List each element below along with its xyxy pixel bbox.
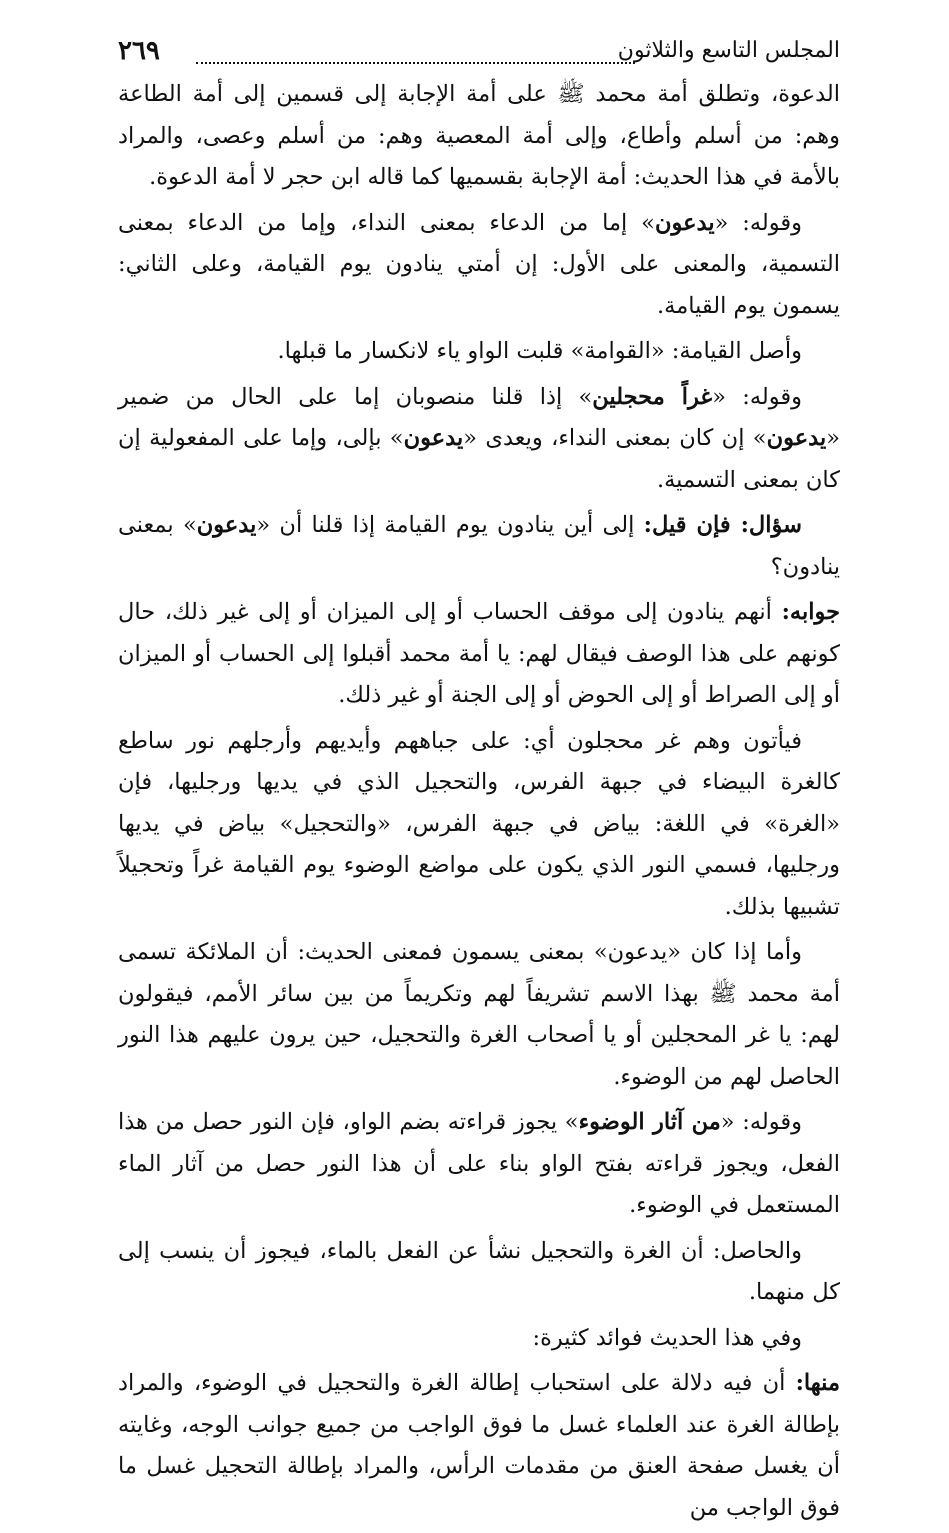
page-header — [118, 32, 840, 74]
paragraph: وفي هذا الحديث فوائد كثيرة: — [532, 1324, 802, 1351]
book-page — [118, 32, 840, 1533]
emphasis-text: من آثار الوضوء — [578, 1109, 721, 1135]
emphasis-text: يدعون — [196, 512, 257, 538]
paragraph: منها: أن فيه دلالة على استحباب إطالة الغرة والتحجيل في الوضوء، والمراد بإطالة الغرة عند العلماء غسل ما فوق الواجب من جميع جوانب الوجه، وغايته أن يغسل صفحة العنق من مقدمات الرأس، والمراد بإطالة التحجيل غسل ما فوق الواجب من — [118, 1370, 840, 1521]
paragraph: وقوله: «غراً محجلين» إذا قلنا منصوبان إما على الحال من ضمير «يدعون» إن كان بمعنى النداء، ويعدى «يدعون» بإلى، وإما على المفعولية إن كان بمعنى التسمية. — [118, 383, 840, 493]
paragraph: وقوله: «يدعون» إما من الدعاء بمعنى النداء، وإما من الدعاء بمعنى التسمية، والمعنى على الأول: إن أمتي ينادون يوم القيامة، وعلى الثاني: يسمون يوم القيامة. — [118, 209, 840, 319]
chapter-title: المجلس التاسع والثلاثون — [617, 38, 840, 63]
answer-label: جوابه: — [781, 599, 840, 625]
emphasis-text: يدعون — [766, 425, 827, 451]
question-label: سؤال: فإن قيل: — [643, 512, 802, 538]
page-number: ٢٦٩ — [118, 36, 160, 66]
point-label: منها: — [795, 1370, 840, 1396]
header-dotted-leader — [196, 62, 635, 64]
emphasis-text: يدعون — [403, 425, 464, 451]
emphasis-text: غراً محجلين — [592, 383, 713, 410]
paragraph: وأما إذا كان «يدعون» بمعنى يسمون فمعنى الحديث: أن الملائكة تسمى أمة محمد ﷺ بهذا الاسم تشريفاً لهم وتكريماً من بين سائر الأمم، فيقولون لهم: يا غر المحجلين أو يا أصحاب الغرة والتحجيل، حين يرون عليهم هذا النور الحاصل لهم من الوضوء. — [118, 939, 840, 1090]
paragraph: وقوله: «من آثار الوضوء» يجوز قراءته بضم الواو، فإن النور حصل من هذا الفعل، ويجوز قراءته بفتح الواو بناء على أن هذا النور حصل من آثار الماء المستعمل في الوضوء. — [118, 1109, 840, 1218]
paragraph: جوابه: أنهم ينادون إلى موقف الحساب أو إلى الميزان أو إلى غير ذلك، حال كونهم على هذا الوصف فيقال لهم: يا أمة محمد أقبلوا إلى الحساب أو الميزان أو إلى الصراط أو إلى الحوض أو إلى الجنة أو غير ذلك. — [118, 599, 840, 708]
paragraph: سؤال: فإن قيل: إلى أين ينادون يوم القيامة إذا قلنا أن «يدعون» بمعنى ينادون؟ — [118, 512, 840, 580]
emphasis-text: يدعون — [654, 209, 715, 236]
paragraph: الدعوة، وتطلق أمة محمد ﷺ على أمة الإجابة إلى قسمين إلى أمة الطاعة وهم: من أسلم وأطاع، وإلى أمة المعصية وهم: من أسلم وعصى، والمراد بالأمة في هذا الحديث: أمة الإجابة بقسميها كما قاله ابن حجر لا أمة الدعوة. — [118, 81, 840, 190]
paragraph: وأصل القيامة: «القوامة» قلبت الواو ياء لانكسار ما قبلها. — [277, 338, 802, 364]
paragraph: فيأتون وهم غر محجلون أي: على جباههم وأيديهم وأرجلهم نور ساطع كالغرة البيضاء في جبهة الفرس، والتحجيل الذي في يديها ورجليها، فإن «الغرة» في اللغة: بياض في جبهة الفرس، «والتحجيل» بياض في يديها ورجليها، فسمي النور الذي يكون على مواضع الوضوء يوم القيامة غراً وتحجيلاً تشبيها بذلك. — [118, 727, 840, 920]
page-body — [118, 74, 840, 1529]
paragraph: والحاصل: أن الغرة والتحجيل نشأ عن الفعل بالماء، فيجوز أن ينسب إلى كل منهما. — [118, 1237, 840, 1305]
